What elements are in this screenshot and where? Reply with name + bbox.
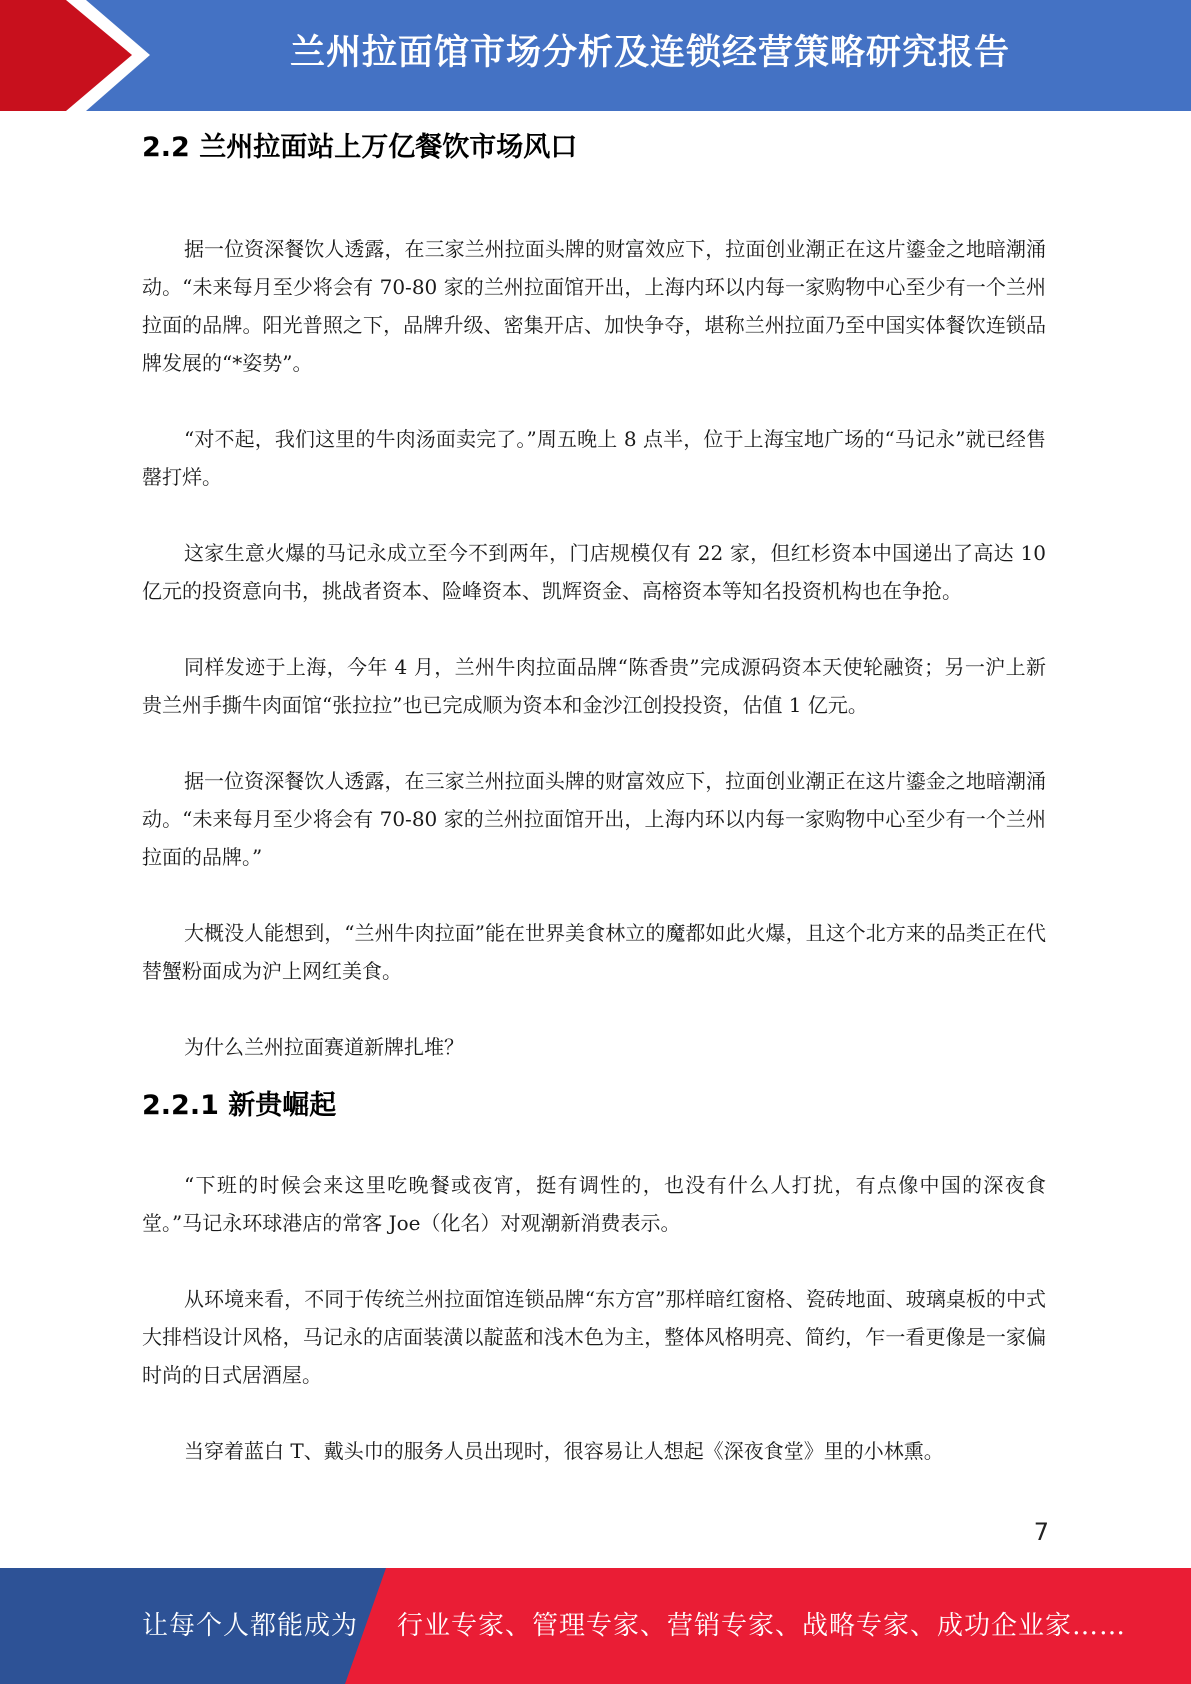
page-content [142, 128, 1046, 1508]
paragraph: 大概没人能想到，“兰州牛肉拉面”能在世界美食林立的魔都如此火爆，且这个北方来的品类正在代替蟹粉面成为沪上网红美食。 [142, 921, 1046, 983]
paragraph: 为什么兰州拉面赛道新牌扎堆？ [184, 1035, 464, 1059]
subsection-heading: 2.2.1 新贵崛起 [142, 1090, 337, 1121]
paragraph: “对不起，我们这里的牛肉汤面卖完了。”周五晚上 8 点半，位于上海宝地广场的“马记永”就已经售罄打烊。 [142, 427, 1046, 489]
paragraph: 这家生意火爆的马记永成立至今不到两年，门店规模仅有 22 家，但红杉资本中国递出了高达 10 亿元的投资意向书，挑战者资本、险峰资本、凯辉资金、高榕资本等知名投资机构也在争抢。 [142, 541, 1046, 603]
paragraph: 从环境来看，不同于传统兰州拉面馆连锁品牌“东方宫”那样暗红窗格、瓷砖地面、玻璃桌板的中式大排档设计风格，马记永的店面装潢以靛蓝和浅木色为主，整体风格明亮、简约，乍一看更像是一家偏时尚的日式居酒屋。 [142, 1287, 1046, 1387]
paragraph: 同样发迹于上海，今年 4 月，兰州牛肉拉面品牌“陈香贵”完成源码资本天使轮融资；另一沪上新贵兰州手撕牛肉面馆“张拉拉”也已完成顺为资本和金沙江创投投资，估值 1 亿元。 [142, 655, 1046, 717]
page-number: 7 [1033, 1518, 1049, 1546]
paragraph: 当穿着蓝白 T、戴头巾的服务人员出现时，很容易让人想起《深夜食堂》里的小林熏。 [184, 1439, 944, 1463]
paragraph: “下班的时候会来这里吃晚餐或夜宵，挺有调性的，也没有什么人打扰，有点像中国的深夜食堂。”马记永环球港店的常客 Joe（化名）对观潮新消费表示。 [142, 1173, 1046, 1235]
paragraph: 据一位资深餐饮人透露，在三家兰州拉面头牌的财富效应下，拉面创业潮正在这片鎏金之地暗潮涌动。“未来每月至少将会有 70-80 家的兰州拉面馆开出，上海内环以内每一家购物中心至少有一个兰州拉面的品牌。阳光普照之下，品牌升级、密集开店、加快争夺，堪称兰州拉面乃至中国实体餐饮连锁品牌发展的“*姿势”。 [142, 237, 1046, 375]
page-footer [0, 1568, 1191, 1684]
report-title: 兰州拉面馆市场分析及连锁经营策略研究报告 [289, 33, 1010, 73]
section-heading: 2.2 兰州拉面站上万亿餐饮市场风口 [142, 132, 578, 163]
footer-slogan-left: 让每个人都能成为 [142, 1611, 359, 1641]
page-header [0, 0, 1191, 111]
paragraph: 据一位资深餐饮人透露，在三家兰州拉面头牌的财富效应下，拉面创业潮正在这片鎏金之地暗潮涌动。“未来每月至少将会有 70-80 家的兰州拉面馆开出，上海内环以内每一家购物中心至少有一个兰州拉面的品牌。” [142, 769, 1046, 869]
footer-slogan-right: 行业专家、管理专家、营销专家、战略专家、成功企业家…… [397, 1611, 1127, 1641]
